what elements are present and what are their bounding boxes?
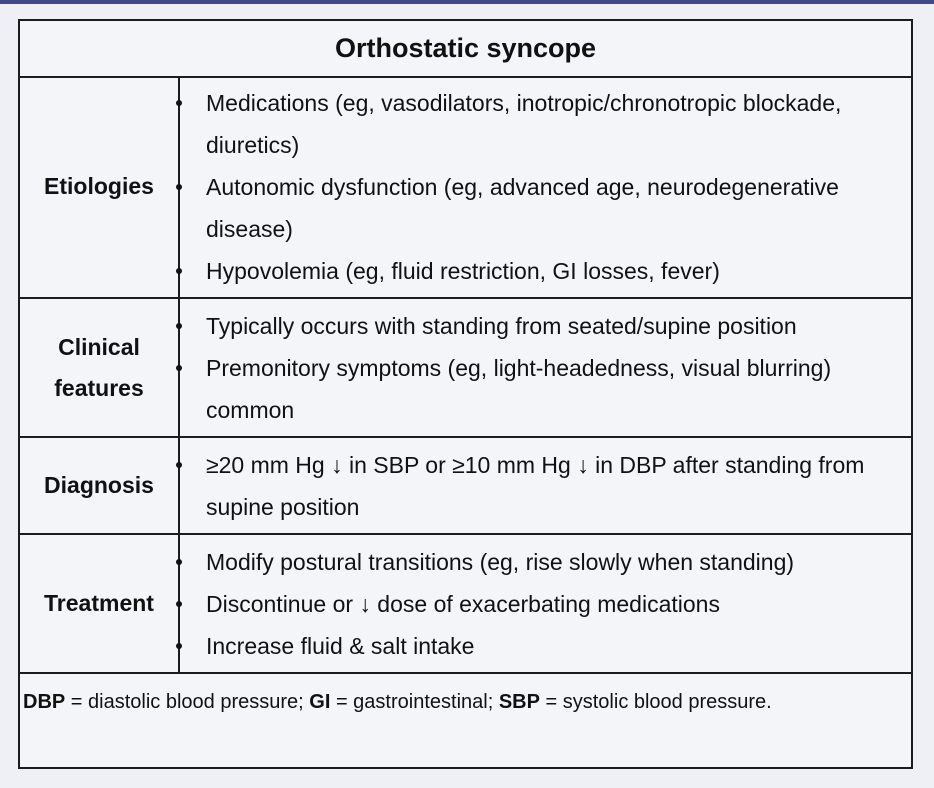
row-label-clinical-features [20,299,180,436]
footnote-abbr: SBP [498,691,540,713]
treatment-list [180,535,911,672]
row-label-line: Treatment [44,590,154,616]
footnote-definition: = diastolic blood pressure; [65,691,310,713]
bullet-icon [176,601,182,607]
etiologies-list [180,76,911,297]
diagnosis-list [180,438,911,533]
bullet-icon [176,184,182,190]
row-label-diagnosis [20,438,180,533]
row-label-treatment [20,535,180,672]
row-label-line: features [54,374,144,401]
orthostatic-syncope-table [18,19,913,769]
abbreviation-footnote [20,674,911,769]
bullet-icon [176,100,182,106]
list-item: Hypovolemia (eg, fluid restriction, GI losses, fever) [180,250,911,292]
footnote-definition: = systolic blood pressure. [539,691,772,713]
row-label-line: Etiologies [44,173,154,199]
row-label-line: Clinical [58,333,140,360]
bullet-icon [176,323,182,329]
bullet-icon [176,365,182,371]
list-item: ≥20 mm Hg ↓ in SBP or ≥10 mm Hg ↓ in DBP after standing from supine position [180,444,911,528]
bullet-icon [176,559,182,565]
table-title: Orthostatic syncope [20,21,911,78]
list-item: Premonitory symptoms (eg, light-headedness, visual blurring) common [180,347,911,431]
row-label-etiologies [20,76,180,297]
list-item: Medications (eg, vasodilators, inotropic/chronotropic blockade, diuretics) [180,82,911,166]
bullet-icon [176,462,182,468]
top-accent-bar [0,0,934,4]
footnote-definition: = gastrointestinal; [330,691,499,713]
row-clinical-features [20,299,911,438]
clinical-features-list [180,299,911,436]
bullet-icon [176,643,182,649]
list-item: Autonomic dysfunction (eg, advanced age, neurodegenerative disease) [180,166,911,250]
list-item: Modify postural transitions (eg, rise slowly when standing) [180,541,911,583]
list-item: Discontinue or ↓ dose of exacerbating medications [180,583,911,625]
list-item: Typically occurs with standing from seated/supine position [180,305,911,347]
row-diagnosis [20,438,911,535]
row-label-line: Diagnosis [44,472,154,498]
row-treatment [20,535,911,674]
footnote-abbr: GI [309,691,331,713]
bullet-icon [176,268,182,274]
footnote-abbr: DBP [23,691,66,713]
row-etiologies [20,76,911,299]
list-item: Increase fluid & salt intake [180,625,911,667]
